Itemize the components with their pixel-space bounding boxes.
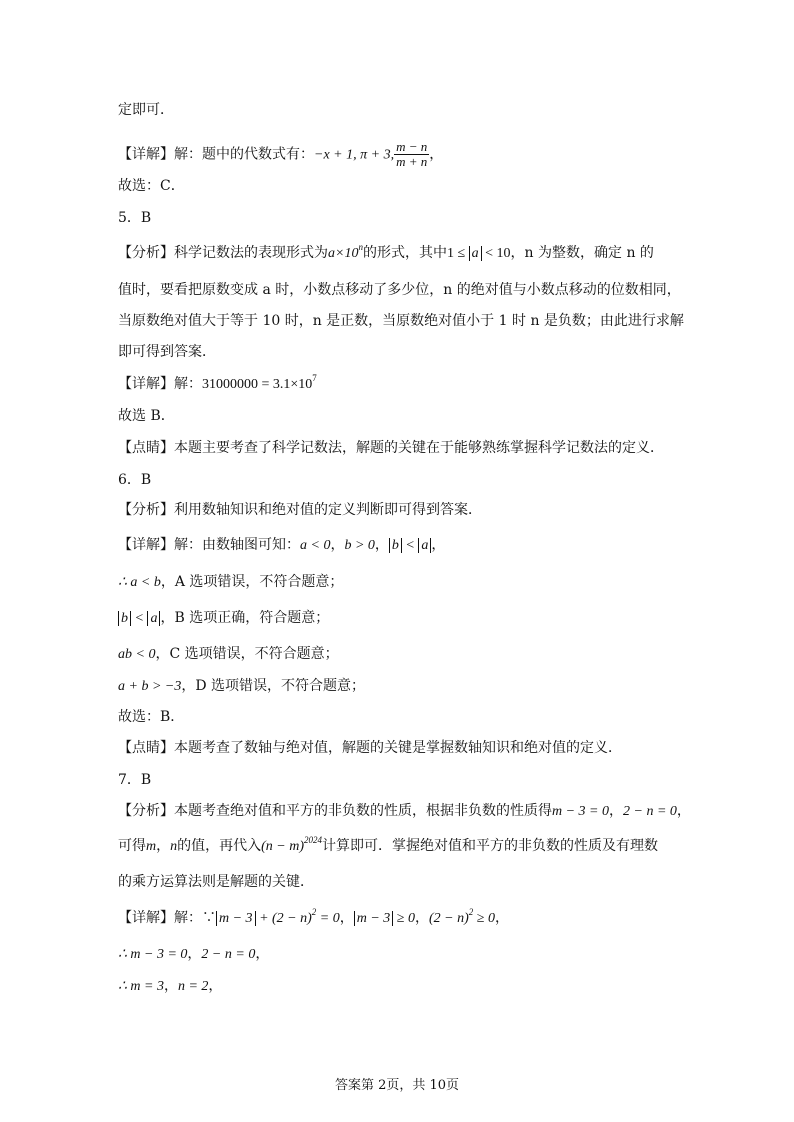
expression: ∴ m − 3 = 0: [118, 947, 188, 962]
line-text: ，n 为整数，确定 n 的: [510, 245, 654, 261]
text-line: [118, 406, 175, 426]
expression: m − 3 = 0: [552, 804, 610, 819]
answer-heading: [118, 470, 151, 490]
fraction-denominator: m + n: [396, 154, 428, 169]
analysis-line: [118, 801, 691, 822]
exponent: n: [358, 242, 363, 252]
exponent: 7: [312, 373, 317, 383]
expression: n = 2: [177, 979, 209, 994]
line-text: ，: [431, 537, 446, 553]
text-line: [118, 644, 339, 665]
line-text: 【详解】解：由数轴图可知：: [118, 537, 300, 553]
line-text: ，: [374, 537, 389, 553]
line-text: 的乘方运算法则是解题的关键．: [118, 874, 314, 890]
line-text: ，: [494, 910, 509, 926]
expression: [261, 835, 323, 854]
expression-base: ≥ 0: [473, 911, 495, 926]
text-line: [118, 438, 664, 458]
line-text: 【详解】解：: [118, 376, 202, 392]
line-text: ，: [208, 978, 223, 994]
expression: [328, 242, 363, 261]
expression: b > 0: [344, 538, 375, 553]
line-text: 7．B: [118, 772, 152, 788]
line-text: 值时，要看把原数变成 a 时，小数点移动了多少位，n 的绝对值与小数点移动的位数相同，: [118, 282, 681, 298]
text-line: [118, 100, 174, 120]
absolute-value: a: [147, 611, 160, 626]
text-line: [118, 342, 216, 362]
answer-heading: [118, 208, 151, 228]
line-text: 【详解】解：题中的代数式有：: [118, 146, 314, 163]
expression: [202, 373, 317, 392]
line-text: ，D 选项错误，不符合题意；: [181, 678, 366, 694]
line-text: 的值，再代入: [177, 838, 262, 854]
line-text: ，: [676, 803, 691, 819]
line-text: 定即可．: [118, 102, 174, 118]
expression: ab < 0: [118, 647, 156, 662]
fraction-numerator: m − n: [396, 139, 428, 154]
text-line: [118, 738, 622, 758]
line-text: ，: [187, 946, 202, 962]
line-text: ，B 选项正确，符合题意；: [160, 610, 330, 626]
expression: [255, 907, 340, 926]
line-text: 5．B: [118, 210, 152, 226]
exponent: 2024: [304, 835, 323, 845]
line-text: 【分析】本题考查绝对值和平方的非负数的性质，根据非负数的性质得: [118, 803, 552, 819]
analysis-line: [118, 243, 654, 264]
expression: −x + 1, π + 3,: [314, 147, 395, 163]
expression-base: = 0: [316, 911, 340, 926]
expression: 2 − n = 0: [623, 804, 677, 819]
exponent: 2: [468, 907, 474, 917]
text-line: [118, 707, 184, 727]
line-text: ，: [255, 946, 270, 962]
expression-base: + (2 − n): [255, 911, 312, 926]
detail-line: [118, 908, 509, 929]
absolute-value: b: [389, 538, 402, 553]
line-text: ，: [414, 910, 429, 926]
text-line: [118, 976, 222, 997]
line-text: 6．B: [118, 472, 152, 488]
line-text: ，A 选项错误，不符合题意；: [160, 574, 344, 590]
absolute-value: m − 3: [354, 911, 394, 926]
expression-base: (n − m): [261, 839, 305, 854]
text-line: [118, 608, 329, 629]
answer-heading: [118, 770, 151, 790]
expression: 2 − n = 0: [201, 947, 256, 962]
absolute-value: m − 3: [216, 911, 256, 926]
text-line: [118, 676, 365, 697]
expression: ≥ 0: [393, 911, 415, 926]
line-text: ，: [429, 146, 444, 163]
expression: ∴ m = 3: [118, 979, 164, 994]
text-line: [118, 944, 269, 965]
page-footer: 答案第 2页，共 10页: [334, 1078, 460, 1093]
line-text: ，: [609, 803, 624, 819]
line-text: 计算即可．掌握绝对值和平方的非负数的性质及有理数: [322, 838, 659, 854]
fraction: [394, 140, 429, 169]
text-line: [118, 500, 482, 520]
expression: a + b > −3: [118, 679, 182, 694]
expression: m: [146, 839, 157, 854]
text-line: [118, 311, 684, 331]
text-line: [118, 836, 658, 857]
expression: < 10: [481, 246, 511, 261]
line-text: 【分析】利用数轴知识和绝对值的定义判断即可得到答案．: [118, 502, 482, 518]
text-line: [118, 872, 314, 892]
absolute-value: a: [469, 246, 482, 261]
expression: <: [131, 611, 148, 626]
line-text: ，: [339, 910, 354, 926]
expression: 1 ≤: [446, 246, 469, 261]
line-text: 故选：C．: [118, 178, 185, 194]
exponent: 2: [311, 907, 317, 917]
expression-base: (2 − n): [428, 911, 469, 926]
line-text: 当原数绝对值大于等于 10 时，n 是正数，当原数绝对值小于 1 时 n 是负数；由此进行求解: [118, 313, 684, 329]
expression: ∴ a < b: [118, 575, 161, 590]
expression-base: 31000000 = 3.1×10: [202, 377, 313, 392]
line-text: 【详解】解：∵: [118, 910, 216, 926]
detail-line: [118, 374, 317, 395]
expression-base: a×10: [328, 246, 359, 261]
line-text: 【分析】科学记数法的表现形式为: [118, 245, 328, 261]
detail-line: [118, 140, 443, 169]
line-text: 即可得到答案．: [118, 344, 216, 360]
line-text: 可得: [118, 838, 146, 854]
detail-line: [118, 535, 445, 556]
absolute-value: a: [418, 538, 431, 553]
expression: <: [401, 538, 419, 553]
expression: n: [170, 839, 178, 854]
text-line: [118, 572, 343, 593]
line-text: ，: [163, 978, 178, 994]
line-text: 【点睛】本题主要考查了科学记数法，解题的关键在于能够熟练掌握科学记数法的定义．: [118, 440, 664, 456]
line-text: 【点睛】本题考查了数轴与绝对值，解题的关键是掌握数轴知识和绝对值的定义．: [118, 740, 622, 756]
line-text: ，C 选项错误，不符合题意；: [155, 646, 339, 662]
line-text: 故选：B．: [118, 709, 185, 725]
absolute-value: b: [118, 611, 131, 626]
text-line: [118, 176, 185, 196]
line-text: 的形式，其中: [362, 245, 447, 261]
text-line: [118, 280, 681, 300]
line-text: ，: [156, 838, 171, 854]
line-text: 故选 B．: [118, 408, 175, 424]
expression: a < 0: [300, 538, 331, 553]
line-text: ，: [330, 537, 345, 553]
expression: [428, 907, 495, 926]
